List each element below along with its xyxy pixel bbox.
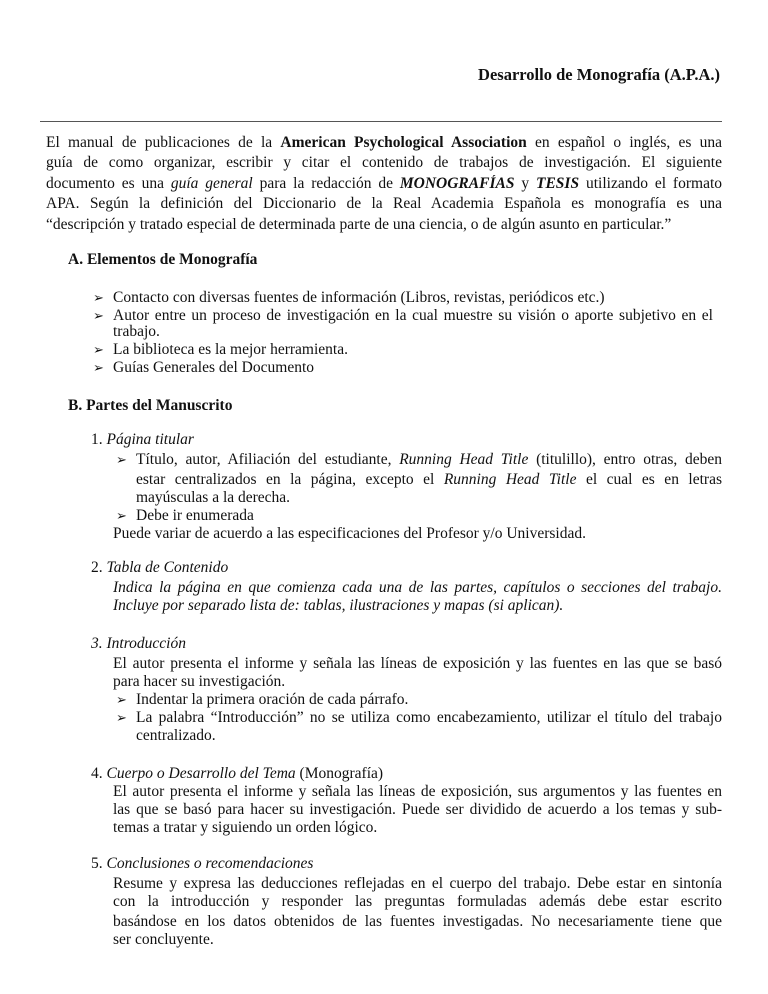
text-segment: 2. [91,559,107,576]
text-line [113,341,348,359]
text-line [136,727,216,745]
text-segment: Título, autor, Afiliación del estudiante, [136,451,400,468]
header-rule [40,121,722,122]
text-segment: APA. Según la definición del Diccionario de la Real Academia Española es monografía es una [46,195,722,212]
arrow-bullet-icon: ➢ [116,710,127,725]
text-line [113,597,563,615]
text-line [113,525,586,543]
text-segment: para hacer su investigación. [113,673,286,690]
text-segment: “descripción y tratado especial de determinada parte de una ciencia, o de algún asunto en particular.” [46,216,672,233]
text-line [113,893,722,911]
text-line [136,709,722,727]
text-segment: El manual de publicaciones de la [46,134,281,151]
text-segment: Contacto con diversas fuentes de información (Libros, revistas, periódicos etc.) [113,289,605,306]
text-segment: documento es una [46,175,171,192]
arrow-bullet-icon: ➢ [93,342,104,357]
text-segment: trabajo. [113,323,160,340]
text-line [136,451,722,469]
text-segment: Tabla de Contenido [106,559,229,576]
text-segment: 1. [91,431,107,448]
text-segment: las que se basó para hacer su investigación. Puede ser dividido de acuerdo a los temas y sub- [113,801,722,818]
text-segment: Indentar la primera oración de cada párrafo. [136,691,409,708]
text-segment: Autor entre un proceso de investigación en la cual muestre su visión o aporte subjetivo en el [113,307,713,324]
text-line [113,819,377,837]
text-segment: 4. [91,765,107,782]
text-segment: La palabra “Introducción” no se utiliza como encabezamiento, utilizar el título del trabajo [136,709,722,726]
text-line [113,783,722,801]
text-line [91,635,186,653]
text-segment: Debe ir enumerada [136,507,254,524]
text-line [46,216,722,234]
text-line [91,765,383,783]
text-segment: centralizado. [136,727,216,744]
text-line [113,931,214,949]
text-segment: Incluye por separado lista de: tablas, ilustraciones y mapas (si aplican). [113,597,564,614]
text-line [113,655,722,673]
text-line [91,431,194,449]
text-line [113,289,605,307]
text-segment: mayúsculas a la derecha. [136,489,291,506]
text-segment: La biblioteca es la mejor herramienta. [113,341,348,358]
text-line [113,323,160,341]
text-segment: temas a tratar y siguiendo un orden lógico. [113,819,378,836]
text-line [46,134,722,152]
text-segment: El autor presenta el informe y señala las líneas de exposición, sus argumentos y las fuentes en [113,783,722,800]
text-line [113,875,722,893]
text-segment: Guías Generales del Documento [113,359,315,376]
text-line [136,691,408,709]
arrow-bullet-icon: ➢ [93,360,104,375]
text-segment: Cuerpo o Desarrollo del Tema [106,765,296,782]
text-segment: y [514,175,536,192]
page-title [300,66,720,84]
text-segment: en español o inglés, es una [526,134,722,151]
text-segment: guía general [170,175,253,192]
text-line [113,307,713,325]
text-segment: Conclusiones o recomendaciones [106,855,314,872]
text-segment: para la redacción de [252,175,400,192]
text-segment: Puede variar de acuerdo a las especificaciones del Profesor y/o Universidad. [113,525,586,542]
text-line [91,559,228,577]
text-segment: (Monografía) [295,765,384,782]
arrow-bullet-icon: ➢ [93,308,104,323]
text-segment: American Psychological Association [280,134,527,151]
text-segment: El autor presenta el informe y señala las líneas de exposición y las fuentes en las que se basó [113,655,722,672]
text-segment: estar centralizados en la página, excepto el [136,471,444,488]
text-segment: Página titular [106,431,194,448]
text-line [136,507,254,525]
text-segment: ser concluyente. [113,931,214,948]
text-segment: 5. [91,855,107,872]
section-heading [68,397,232,415]
text-segment: utilizando el formato [579,175,722,192]
text-line [46,154,722,172]
text-segment: guía de como organizar, escribir y citar el contenido de trabajos de investigación. El siguiente [46,154,722,171]
text-segment: 3. Introducción [91,635,186,652]
text-segment: el cual es en letras [576,471,722,488]
section-heading [68,251,257,269]
text-segment: B. Partes del Manuscrito [68,397,233,414]
text-line [46,175,722,193]
text-segment: MONOGRAFÍAS [399,175,515,192]
text-segment: con la introducción y responder las preguntas formuladas además debe estar escrito [113,893,722,910]
text-line [136,489,290,507]
text-line [91,855,313,873]
text-line [113,579,722,597]
text-segment: Resume y expresa las deducciones reflejadas en el cuerpo del trabajo. Debe estar en sintonía [113,875,722,892]
text-segment: Running Head Title [399,451,529,468]
arrow-bullet-icon: ➢ [116,692,127,707]
text-line [113,913,722,931]
text-segment: A. Elementos de Monografía [68,251,258,268]
text-line [46,195,722,213]
text-segment: Indica la página en que comienza cada una de las partes, capítulos o secciones del trabajo. [113,579,722,596]
text-segment: Running Head Title [443,471,577,488]
arrow-bullet-icon: ➢ [93,290,104,305]
arrow-bullet-icon: ➢ [116,452,127,467]
text-segment: TESIS [535,175,580,192]
text-segment: Desarrollo de Monografía (A.P.A.) [478,65,720,84]
arrow-bullet-icon: ➢ [116,508,127,523]
text-segment: basándose en los datos obtenidos de las fuentes investigadas. No necesariamente tiene que [113,913,722,930]
text-line [113,673,285,691]
text-line [113,801,722,819]
text-line [113,359,314,377]
text-segment: (titulillo), entro otras, deben [528,451,722,468]
text-line [136,471,722,489]
